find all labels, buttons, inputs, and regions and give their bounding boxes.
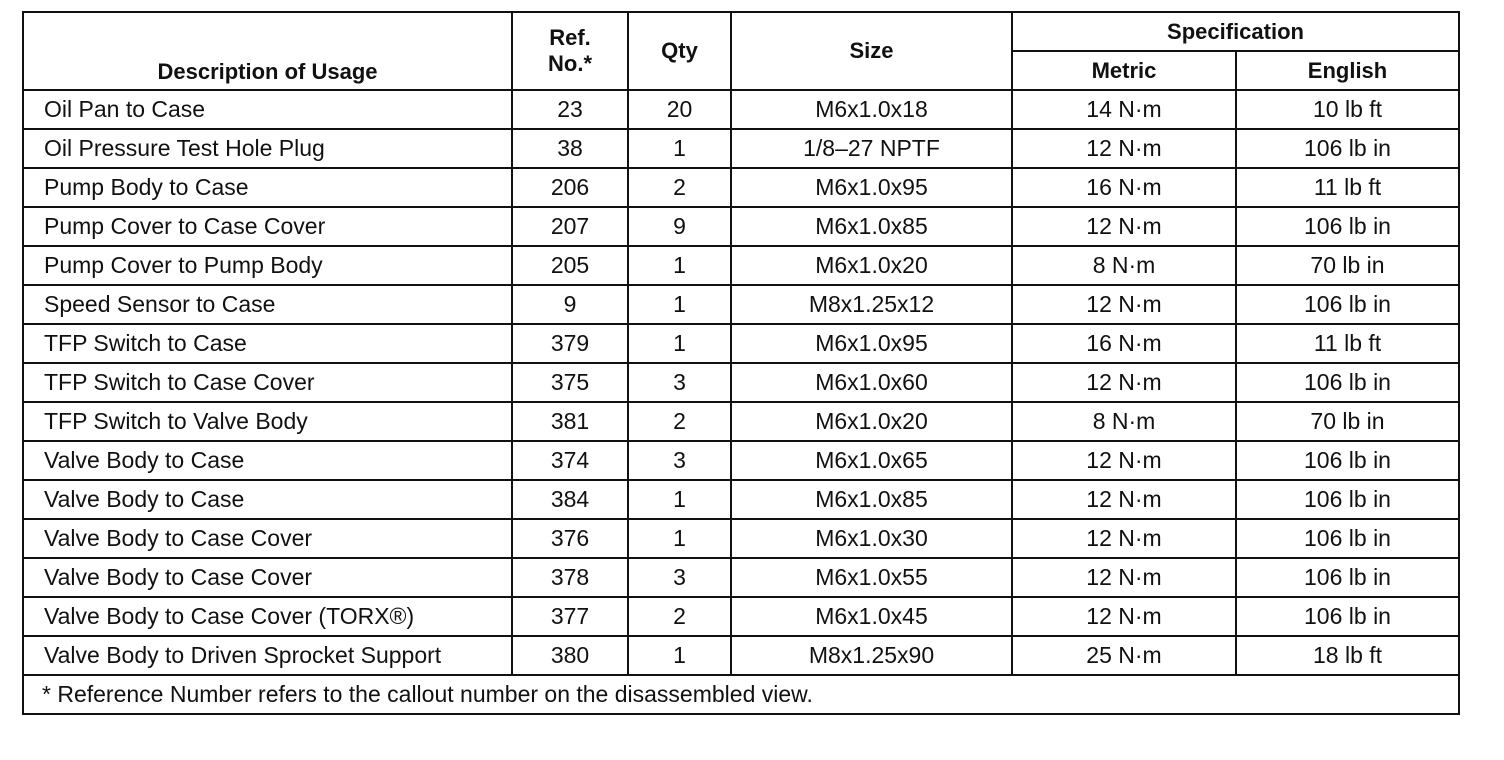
cell-qty: 3	[628, 441, 731, 480]
cell-description: Valve Body to Case Cover (TORX®)	[23, 597, 512, 636]
cell-ref-no: 376	[512, 519, 628, 558]
cell-description: Valve Body to Case	[23, 441, 512, 480]
cell-size: M6x1.0x65	[731, 441, 1012, 480]
cell-metric: 12 N·m	[1012, 558, 1236, 597]
cell-english: 70 lb in	[1236, 402, 1459, 441]
cell-english: 106 lb in	[1236, 441, 1459, 480]
table-row	[23, 90, 1459, 129]
table-row	[23, 597, 1459, 636]
cell-ref-no: 205	[512, 246, 628, 285]
cell-size: M6x1.0x20	[731, 246, 1012, 285]
cell-metric: 16 N·m	[1012, 168, 1236, 207]
cell-ref-no: 38	[512, 129, 628, 168]
cell-qty: 1	[628, 324, 731, 363]
table-row	[23, 636, 1459, 675]
cell-english: 10 lb ft	[1236, 90, 1459, 129]
cell-qty: 2	[628, 168, 731, 207]
header-specification: Specification	[1012, 12, 1459, 51]
cell-size: M6x1.0x20	[731, 402, 1012, 441]
cell-qty: 1	[628, 285, 731, 324]
cell-english: 106 lb in	[1236, 363, 1459, 402]
cell-ref-no: 381	[512, 402, 628, 441]
footnote: * Reference Number refers to the callout number on the disassembled view.	[23, 675, 1459, 714]
table-row	[23, 129, 1459, 168]
cell-ref-no: 375	[512, 363, 628, 402]
cell-ref-no: 384	[512, 480, 628, 519]
cell-description: Oil Pressure Test Hole Plug	[23, 129, 512, 168]
cell-qty: 1	[628, 129, 731, 168]
cell-ref-no: 206	[512, 168, 628, 207]
cell-english: 106 lb in	[1236, 285, 1459, 324]
cell-qty: 9	[628, 207, 731, 246]
cell-ref-no: 378	[512, 558, 628, 597]
cell-qty: 1	[628, 519, 731, 558]
table-row	[23, 246, 1459, 285]
cell-qty: 2	[628, 597, 731, 636]
table-row	[23, 207, 1459, 246]
cell-metric: 8 N·m	[1012, 402, 1236, 441]
cell-description: Pump Cover to Case Cover	[23, 207, 512, 246]
cell-ref-no: 207	[512, 207, 628, 246]
cell-description: Valve Body to Driven Sprocket Support	[23, 636, 512, 675]
cell-qty: 2	[628, 402, 731, 441]
cell-metric: 12 N·m	[1012, 207, 1236, 246]
cell-english: 106 lb in	[1236, 519, 1459, 558]
cell-english: 11 lb ft	[1236, 168, 1459, 207]
header-qty: Qty	[628, 12, 731, 90]
cell-metric: 12 N·m	[1012, 441, 1236, 480]
cell-size: M8x1.25x90	[731, 636, 1012, 675]
cell-ref-no: 23	[512, 90, 628, 129]
cell-qty: 20	[628, 90, 731, 129]
cell-qty: 1	[628, 480, 731, 519]
header-ref-no	[512, 12, 628, 90]
cell-english: 11 lb ft	[1236, 324, 1459, 363]
cell-description: Valve Body to Case Cover	[23, 519, 512, 558]
cell-size: 1/8–27 NPTF	[731, 129, 1012, 168]
table-row	[23, 168, 1459, 207]
cell-ref-no: 379	[512, 324, 628, 363]
table-row	[23, 363, 1459, 402]
cell-description: Valve Body to Case Cover	[23, 558, 512, 597]
cell-english: 106 lb in	[1236, 129, 1459, 168]
cell-english: 18 lb ft	[1236, 636, 1459, 675]
cell-size: M6x1.0x95	[731, 324, 1012, 363]
cell-size: M6x1.0x85	[731, 480, 1012, 519]
cell-metric: 25 N·m	[1012, 636, 1236, 675]
table-body	[23, 90, 1459, 675]
cell-metric: 14 N·m	[1012, 90, 1236, 129]
header-size: Size	[731, 12, 1012, 90]
cell-english: 70 lb in	[1236, 246, 1459, 285]
cell-english: 106 lb in	[1236, 558, 1459, 597]
cell-metric: 12 N·m	[1012, 363, 1236, 402]
header-description: Description of Usage	[23, 12, 512, 90]
cell-english: 106 lb in	[1236, 597, 1459, 636]
header-ref-line1: Ref.	[549, 25, 591, 50]
cell-ref-no: 9	[512, 285, 628, 324]
cell-metric: 12 N·m	[1012, 129, 1236, 168]
cell-description: Valve Body to Case	[23, 480, 512, 519]
cell-size: M6x1.0x45	[731, 597, 1012, 636]
cell-size: M6x1.0x30	[731, 519, 1012, 558]
cell-metric: 16 N·m	[1012, 324, 1236, 363]
cell-description: Speed Sensor to Case	[23, 285, 512, 324]
table-row	[23, 480, 1459, 519]
cell-qty: 1	[628, 636, 731, 675]
cell-qty: 3	[628, 363, 731, 402]
cell-description: TFP Switch to Case	[23, 324, 512, 363]
table-row	[23, 402, 1459, 441]
header-ref-line2: No.*	[548, 51, 592, 76]
cell-description: TFP Switch to Case Cover	[23, 363, 512, 402]
cell-metric: 8 N·m	[1012, 246, 1236, 285]
table-row	[23, 285, 1459, 324]
header-english: English	[1236, 51, 1459, 90]
cell-size: M6x1.0x55	[731, 558, 1012, 597]
cell-qty: 1	[628, 246, 731, 285]
table-header	[23, 12, 1459, 90]
cell-size: M6x1.0x85	[731, 207, 1012, 246]
cell-size: M6x1.0x60	[731, 363, 1012, 402]
cell-size: M6x1.0x95	[731, 168, 1012, 207]
cell-english: 106 lb in	[1236, 480, 1459, 519]
torque-specification-table	[22, 11, 1460, 715]
cell-metric: 12 N·m	[1012, 519, 1236, 558]
cell-english: 106 lb in	[1236, 207, 1459, 246]
cell-ref-no: 380	[512, 636, 628, 675]
cell-description: Pump Body to Case	[23, 168, 512, 207]
cell-qty: 3	[628, 558, 731, 597]
cell-description: Pump Cover to Pump Body	[23, 246, 512, 285]
table-footer	[23, 675, 1459, 714]
header-metric: Metric	[1012, 51, 1236, 90]
cell-size: M6x1.0x18	[731, 90, 1012, 129]
table-row	[23, 324, 1459, 363]
cell-size: M8x1.25x12	[731, 285, 1012, 324]
cell-metric: 12 N·m	[1012, 285, 1236, 324]
cell-description: TFP Switch to Valve Body	[23, 402, 512, 441]
table-row	[23, 558, 1459, 597]
table-row	[23, 519, 1459, 558]
cell-metric: 12 N·m	[1012, 480, 1236, 519]
table-row	[23, 441, 1459, 480]
cell-description: Oil Pan to Case	[23, 90, 512, 129]
cell-ref-no: 377	[512, 597, 628, 636]
cell-metric: 12 N·m	[1012, 597, 1236, 636]
cell-ref-no: 374	[512, 441, 628, 480]
